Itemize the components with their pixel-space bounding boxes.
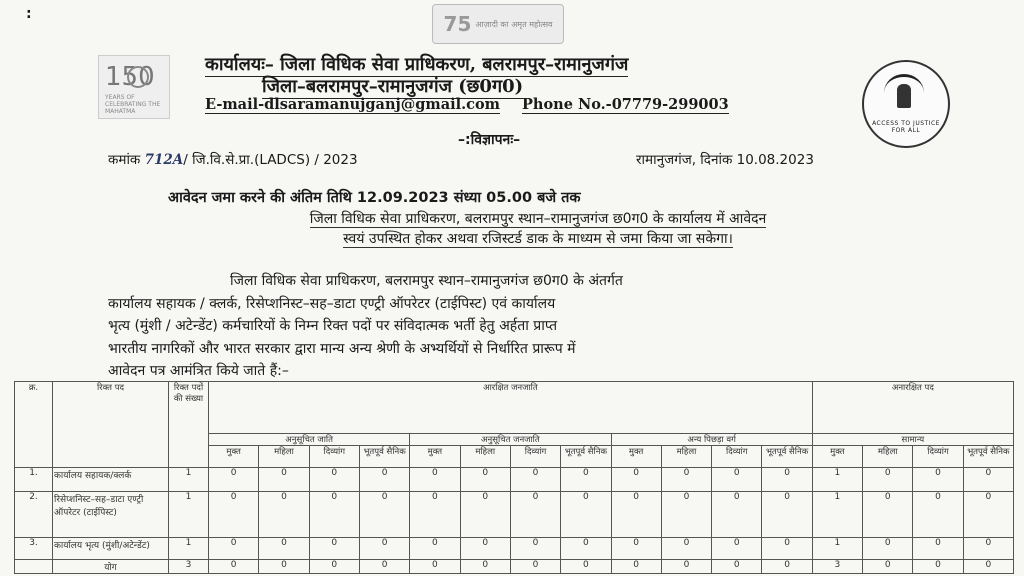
value-cell: 0 [410,468,460,492]
subcategory-header: महिला [661,446,711,468]
total-value-cell: 0 [963,560,1013,574]
subcategory-header: भूतपूर्व सैनिक [359,446,409,468]
subcategory-header: भूतपूर्व सैनिक [963,446,1013,468]
value-cell: 0 [963,468,1013,492]
post-cell: कार्यालय भृत्य (मुंशी/अटेन्डेंट) [53,538,169,560]
logo-caption: आज़ादी का अमृत महोत्सव [475,19,553,29]
subcategory-header: दिव्यांग [712,446,762,468]
value-cell: 1 [812,468,862,492]
total-value-cell: 0 [209,560,259,574]
total-count-cell: 3 [169,560,209,574]
vacancy-table [14,381,1014,574]
value-cell: 0 [309,468,359,492]
submission-line-1: जिला विधिक सेवा प्राधिकरण, बलरामपुर स्थान–रामानुजगंज छ0ग0 के कार्यालय में आवेदन [309,211,767,227]
body-line: जिला विधिक सेवा प्राधिकरण, बलरामपुर स्थान–रामानुजगंज छ0ग0 के अंतर्गत [230,273,623,289]
ref-prefix: कमांक [108,152,141,168]
subcategory-header: महिला [863,446,913,468]
subcategory-header: महिला [259,446,309,468]
value-cell: 0 [661,492,711,538]
body-paragraph [108,270,948,383]
table-row [15,492,1014,538]
value-cell: 0 [510,538,560,560]
value-cell: 0 [913,468,963,492]
subcategory-header: दिव्यांग [913,446,963,468]
value-cell: 0 [359,538,409,560]
reference-number [108,150,358,168]
azadi-amrit-mahotsav-logo [432,4,564,44]
value-cell: 0 [259,468,309,492]
serial-cell: 2. [15,492,53,538]
contact-line [205,96,729,113]
subcategory-header: दिव्यांग [309,446,359,468]
value-cell: 0 [460,468,510,492]
value-cell: 0 [661,538,711,560]
value-cell: 0 [762,538,812,560]
value-cell: 0 [561,468,611,492]
subcategory-header: मुक्त [611,446,661,468]
value-cell: 0 [510,468,560,492]
value-cell: 0 [863,492,913,538]
office-line: कार्यालयः– जिला विधिक सेवा प्राधिकरण, बलरामपुर–रामानुजगंज [205,54,629,75]
submission-paragraph [148,209,928,249]
value-cell: 0 [259,538,309,560]
ref-suffix: / जि.वि.से.प्रा.(LADCS) / 2023 [183,152,358,168]
page-mark: : [26,6,32,22]
value-cell: 0 [510,492,560,538]
total-value-cell: 0 [359,560,409,574]
body-line: कार्यालय सहायक / क्लर्क, रिसेप्शनिस्ट–सह–डाटा एण्ट्री ऑपरेटर (टाईपिस्ट) एवं कार्यालय [108,295,556,312]
group-header: अन्य पिछड़ा वर्ग [611,434,812,446]
value-cell: 0 [762,468,812,492]
value-cell: 0 [460,538,510,560]
subcategory-header: दिव्यांग [510,446,560,468]
unreserved-header: अनारक्षित पद [812,382,1013,434]
value-cell: 0 [913,538,963,560]
value-cell: 0 [611,538,661,560]
total-value-cell: 0 [460,560,510,574]
value-cell: 0 [410,492,460,538]
value-cell: 1 [812,538,862,560]
serial-cell: 3. [15,538,53,560]
value-cell: 0 [359,468,409,492]
total-value-cell: 3 [812,560,862,574]
value-cell: 0 [209,538,259,560]
post-cell: रिसेप्शनिस्ट–सह–डाटा एण्ट्री ऑपरेटर (टाईपिस्ट) [53,492,169,538]
value-cell: 0 [611,468,661,492]
post-cell: कार्यालय सहायक/क्लर्क [53,468,169,492]
group-header: सामान्य [812,434,1013,446]
table-row [15,468,1014,492]
body-line: भारतीय नागरिकों और भारत सरकार द्वारा मान्य अन्य श्रेणी के अभ्यर्थियों से निर्धारित प्रारूप में [108,340,576,357]
total-value-cell: 0 [762,560,812,574]
value-cell: 0 [712,492,762,538]
phone-number: Phone No.-07779-299003 [522,96,729,113]
total-value-cell: 0 [661,560,711,574]
notice-heading: –:विज्ञापनः– [458,132,521,148]
subcategory-header: भूतपूर्व सैनिक [561,446,611,468]
email-address: E-mail-dlsaramanujganj@gmail.com [205,96,501,113]
value-cell: 0 [762,492,812,538]
total-value-cell: 0 [309,560,359,574]
total-value-cell: 0 [259,560,309,574]
value-cell: 1 [812,492,862,538]
total-blank-cell [15,560,53,574]
total-value-cell: 0 [410,560,460,574]
seal-caption: ACCESS TO JUSTICE FOR ALL [872,120,940,134]
ref-number-handwritten: 712A [144,152,184,168]
total-value-cell: 0 [510,560,560,574]
value-cell: 0 [259,492,309,538]
district-line: जिला–बलरामपुर–रामानुजगंज (छ0ग0) [262,76,524,97]
value-cell: 0 [661,468,711,492]
value-cell: 0 [863,468,913,492]
value-cell: 0 [209,468,259,492]
total-value-cell: 0 [863,560,913,574]
table-row [15,538,1014,560]
value-cell: 0 [561,492,611,538]
col-count-header: रिक्त पदों की संख्या [169,382,209,468]
value-cell: 0 [611,492,661,538]
reserved-header: आरक्षित जनजाति [209,382,813,434]
charkha-icon [127,66,149,88]
group-header: अनुसूचित जनजाति [410,434,611,446]
total-row [15,560,1014,574]
nalsa-seal [862,60,950,148]
lion-capital-icon [897,84,911,108]
subcategory-header: भूतपूर्व सैनिक [762,446,812,468]
value-cell: 0 [963,492,1013,538]
deadline-line: आवेदन जमा करने की अंतिम तिथि 12.09.2023 संध्या 05.00 बजे तक [168,190,581,206]
col-serial-header: क्र. [15,382,53,468]
value-cell: 0 [410,538,460,560]
total-value-cell: 0 [913,560,963,574]
value-cell: 0 [309,492,359,538]
value-cell: 0 [863,538,913,560]
value-cell: 0 [309,538,359,560]
group-header: अनुसूचित जाति [209,434,410,446]
value-cell: 0 [712,468,762,492]
date-line: रामानुजगंज, दिनांक 10.08.2023 [636,152,814,168]
subcategory-header: मुक्त [812,446,862,468]
value-cell: 0 [561,538,611,560]
value-cell: 0 [913,492,963,538]
logo-150-caption: YEARS OF CELEBRATING THE MAHATMA [105,94,161,115]
total-value-cell: 0 [611,560,661,574]
value-cell: 0 [359,492,409,538]
total-label-cell: योग [53,560,169,574]
body-line: भृत्य (मुंशी / अटेन्डेंट) कर्मचारियों के निम्न रिक्त पदों पर संविदात्मक भर्ती हेतु अर्हता प्राप्त [108,318,558,334]
count-cell: 1 [169,492,209,538]
subcategory-header: महिला [460,446,510,468]
value-cell: 0 [209,492,259,538]
total-value-cell: 0 [561,560,611,574]
logo-number: 75 [443,12,472,36]
body-line: आवेदन पत्र आमंत्रित किये जाते हैं:– [108,363,289,379]
count-cell: 1 [169,538,209,560]
subcategory-header: मुक्त [209,446,259,468]
logo-150-number: 150 [105,62,155,92]
value-cell: 0 [460,492,510,538]
count-cell: 1 [169,468,209,492]
subcategory-header: मुक्त [410,446,460,468]
submission-line-2: स्वयं उपस्थित होकर अथवा रजिस्टर्ड डाक के माध्यम से जमा किया जा सकेगा। [343,231,733,247]
total-value-cell: 0 [712,560,762,574]
value-cell: 0 [712,538,762,560]
gandhi-150-logo [98,55,170,119]
value-cell: 0 [963,538,1013,560]
col-post-header: रिक्त पद [53,382,169,468]
serial-cell: 1. [15,468,53,492]
